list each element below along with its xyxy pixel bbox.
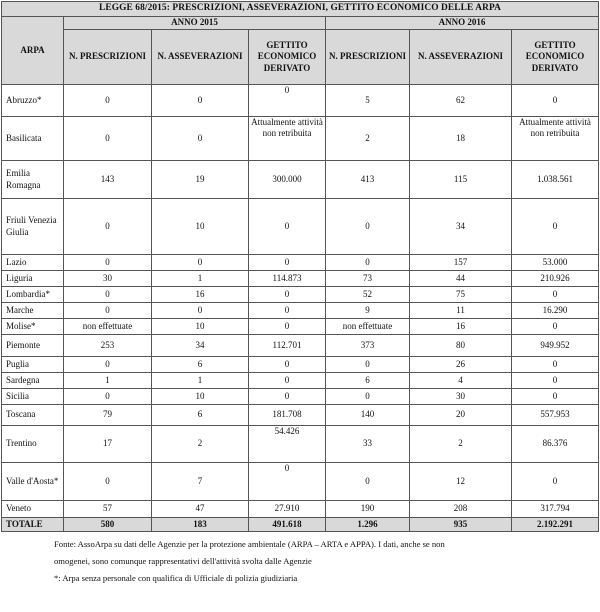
prescrizioni-2016-cell: 0 — [326, 357, 410, 373]
asseverazioni-2015-cell: 0 — [152, 255, 249, 271]
header-prescrizioni-2016: N. PRESCRIZIONI — [326, 30, 410, 85]
asseverazioni-2016-cell: 34 — [410, 199, 512, 255]
table-row — [2, 335, 599, 357]
table-row — [2, 463, 599, 501]
arpa-column-header: ARPA — [2, 17, 64, 85]
asseverazioni-2016-cell: 157 — [410, 255, 512, 271]
gettito-2015-cell: 0 — [249, 319, 326, 335]
table-row — [2, 357, 599, 373]
asseverazioni-2016-cell: 26 — [410, 357, 512, 373]
asterisk-footnote: *: Arpa senza personale con qualifica di Ufficiale di polizia giudiziaria — [54, 573, 298, 583]
table-row — [2, 117, 599, 161]
gettito-2016-cell: 0 — [512, 463, 599, 501]
prescrizioni-2015-cell: 0 — [64, 389, 152, 405]
table-row — [2, 271, 599, 287]
asseverazioni-2016-cell: 2 — [410, 426, 512, 463]
arpa-name-cell: Friuli Venezia Giulia — [2, 199, 64, 255]
gettito-2016-cell: 210.926 — [512, 271, 599, 287]
prescrizioni-2015-cell: 0 — [64, 255, 152, 271]
prescrizioni-2016-cell: 2 — [326, 117, 410, 161]
prescrizioni-2015-cell: 143 — [64, 161, 152, 199]
asseverazioni-2016-cell: 80 — [410, 335, 512, 357]
gettito-2016-cell: 0 — [512, 85, 599, 117]
arpa-data-table — [1, 1, 599, 532]
total-asseverazioni-2016: 935 — [410, 518, 512, 532]
gettito-2015-cell: 0 — [249, 463, 326, 501]
asseverazioni-2015-cell: 16 — [152, 287, 249, 303]
prescrizioni-2016-cell: 5 — [326, 85, 410, 117]
prescrizioni-2016-cell: 6 — [326, 373, 410, 389]
gettito-2015-cell: 0 — [249, 389, 326, 405]
arpa-name-cell: Veneto — [2, 501, 64, 518]
source-note-line2: omogenei, sono comunque rappresentativi dell'attività svolta dalle Agenzie — [54, 556, 312, 566]
asseverazioni-2015-cell: 7 — [152, 463, 249, 501]
prescrizioni-2015-cell: 0 — [64, 287, 152, 303]
table-row — [2, 405, 599, 426]
asseverazioni-2015-cell: 10 — [152, 389, 249, 405]
table-row — [2, 85, 599, 117]
asseverazioni-2015-cell: 34 — [152, 335, 249, 357]
gettito-2016-cell: 949.952 — [512, 335, 599, 357]
gettito-2016-cell: 86.376 — [512, 426, 599, 463]
asseverazioni-2016-cell: 16 — [410, 319, 512, 335]
table-row — [2, 161, 599, 199]
prescrizioni-2016-cell: 73 — [326, 271, 410, 287]
table-row — [2, 501, 599, 518]
prescrizioni-2015-cell: non effettuate — [64, 319, 152, 335]
asseverazioni-2016-cell: 62 — [410, 85, 512, 117]
arpa-name-cell: Sardegna — [2, 373, 64, 389]
prescrizioni-2016-cell: 190 — [326, 501, 410, 518]
asseverazioni-2015-cell: 0 — [152, 85, 249, 117]
gettito-2016-cell: 317.794 — [512, 501, 599, 518]
gettito-2016-cell: 0 — [512, 357, 599, 373]
arpa-name-cell: Piemonte — [2, 335, 64, 357]
source-note-line1: Fonte: AssoArpa su dati delle Agenzie per la protezione ambientale (ARPA – ARTA e APPA). I dati, anche se non — [54, 539, 445, 549]
prescrizioni-2016-cell: 0 — [326, 199, 410, 255]
prescrizioni-2015-cell: 0 — [64, 117, 152, 161]
header-gettito-2016: GETTITO ECONOMICO DERIVATO — [512, 30, 599, 85]
arpa-name-cell: Basilicata — [2, 117, 64, 161]
arpa-name-cell: Valle d'Aosta* — [2, 463, 64, 501]
arpa-name-cell: Toscana — [2, 405, 64, 426]
gettito-2015-cell: 0 — [249, 303, 326, 319]
total-gettito-2015: 491.618 — [249, 518, 326, 532]
prescrizioni-2015-cell: 30 — [64, 271, 152, 287]
arpa-name-cell: Molise* — [2, 319, 64, 335]
total-label: TOTALE — [2, 518, 64, 532]
header-asseverazioni-2016: N. ASSEVERAZIONI — [410, 30, 512, 85]
gettito-2015-cell: 27.910 — [249, 501, 326, 518]
gettito-2016-cell: 0 — [512, 373, 599, 389]
asseverazioni-2016-cell: 20 — [410, 405, 512, 426]
arpa-name-cell: Emilia Romagna — [2, 161, 64, 199]
prescrizioni-2016-cell: 52 — [326, 287, 410, 303]
year-2016-header: ANNO 2016 — [326, 17, 599, 30]
asseverazioni-2016-cell: 75 — [410, 287, 512, 303]
header-prescrizioni-2015: N. PRESCRIZIONI — [64, 30, 152, 85]
arpa-name-cell: Abruzzo* — [2, 85, 64, 117]
gettito-2015-cell: 0 — [249, 357, 326, 373]
table-row — [2, 255, 599, 271]
asseverazioni-2016-cell: 12 — [410, 463, 512, 501]
table-notes — [54, 536, 600, 587]
gettito-2016-cell: 1.038.561 — [512, 161, 599, 199]
prescrizioni-2016-cell: 0 — [326, 463, 410, 501]
prescrizioni-2015-cell: 1 — [64, 373, 152, 389]
gettito-2015-cell: 300.000 — [249, 161, 326, 199]
gettito-2015-cell: 0 — [249, 199, 326, 255]
asseverazioni-2016-cell: 11 — [410, 303, 512, 319]
prescrizioni-2015-cell: 0 — [64, 303, 152, 319]
total-prescrizioni-2015: 580 — [64, 518, 152, 532]
asseverazioni-2016-cell: 115 — [410, 161, 512, 199]
header-gettito-2015: GETTITO ECONOMICO DERIVATO — [249, 30, 326, 85]
prescrizioni-2015-cell: 0 — [64, 357, 152, 373]
table-row — [2, 199, 599, 255]
asseverazioni-2016-cell: 30 — [410, 389, 512, 405]
asseverazioni-2015-cell: 1 — [152, 373, 249, 389]
prescrizioni-2016-cell: 33 — [326, 426, 410, 463]
asseverazioni-2015-cell: 0 — [152, 117, 249, 161]
arpa-name-cell: Sicilia — [2, 389, 64, 405]
prescrizioni-2016-cell: 0 — [326, 255, 410, 271]
asseverazioni-2015-cell: 6 — [152, 405, 249, 426]
header-asseverazioni-2015: N. ASSEVERAZIONI — [152, 30, 249, 85]
asseverazioni-2015-cell: 2 — [152, 426, 249, 463]
table-row — [2, 319, 599, 335]
gettito-2016-cell: 16.290 — [512, 303, 599, 319]
arpa-name-cell: Lazio — [2, 255, 64, 271]
asseverazioni-2015-cell: 10 — [152, 199, 249, 255]
total-gettito-2016: 2.192.291 — [512, 518, 599, 532]
arpa-name-cell: Puglia — [2, 357, 64, 373]
prescrizioni-2015-cell: 0 — [64, 463, 152, 501]
prescrizioni-2015-cell: 0 — [64, 199, 152, 255]
prescrizioni-2016-cell: 373 — [326, 335, 410, 357]
table-row — [2, 303, 599, 319]
prescrizioni-2016-cell: 140 — [326, 405, 410, 426]
total-prescrizioni-2016: 1.296 — [326, 518, 410, 532]
gettito-2015-cell: 0 — [249, 85, 326, 117]
prescrizioni-2015-cell: 253 — [64, 335, 152, 357]
gettito-2016-cell: Attualmente attività non retribuita — [512, 117, 599, 161]
arpa-name-cell: Lombardia* — [2, 287, 64, 303]
table-row — [2, 373, 599, 389]
gettito-2015-cell: 114.873 — [249, 271, 326, 287]
gettito-2016-cell: 0 — [512, 199, 599, 255]
asseverazioni-2016-cell: 208 — [410, 501, 512, 518]
asseverazioni-2015-cell: 47 — [152, 501, 249, 518]
gettito-2015-cell: 0 — [249, 287, 326, 303]
arpa-name-cell: Liguria — [2, 271, 64, 287]
total-row — [2, 518, 599, 532]
gettito-2015-cell: 181.708 — [249, 405, 326, 426]
gettito-2016-cell: 53.000 — [512, 255, 599, 271]
gettito-2015-cell: 0 — [249, 255, 326, 271]
asseverazioni-2015-cell: 0 — [152, 303, 249, 319]
prescrizioni-2015-cell: 17 — [64, 426, 152, 463]
total-asseverazioni-2015: 183 — [152, 518, 249, 532]
gettito-2015-cell: 54.426 — [249, 426, 326, 463]
asseverazioni-2015-cell: 10 — [152, 319, 249, 335]
prescrizioni-2015-cell: 57 — [64, 501, 152, 518]
prescrizioni-2016-cell: 413 — [326, 161, 410, 199]
arpa-name-cell: Marche — [2, 303, 64, 319]
table-row — [2, 287, 599, 303]
prescrizioni-2016-cell: 9 — [326, 303, 410, 319]
asseverazioni-2015-cell: 1 — [152, 271, 249, 287]
prescrizioni-2015-cell: 79 — [64, 405, 152, 426]
gettito-2015-cell: 112.701 — [249, 335, 326, 357]
gettito-2016-cell: 0 — [512, 389, 599, 405]
year-2015-header: ANNO 2015 — [64, 17, 326, 30]
arpa-name-cell: Trentino — [2, 426, 64, 463]
gettito-2016-cell: 0 — [512, 287, 599, 303]
asseverazioni-2016-cell: 44 — [410, 271, 512, 287]
prescrizioni-2015-cell: 0 — [64, 85, 152, 117]
gettito-2016-cell: 557.953 — [512, 405, 599, 426]
table-row — [2, 389, 599, 405]
prescrizioni-2016-cell: 0 — [326, 389, 410, 405]
asseverazioni-2016-cell: 18 — [410, 117, 512, 161]
asseverazioni-2015-cell: 6 — [152, 357, 249, 373]
gettito-2016-cell: 0 — [512, 319, 599, 335]
asseverazioni-2016-cell: 4 — [410, 373, 512, 389]
prescrizioni-2016-cell: non effettuate — [326, 319, 410, 335]
asseverazioni-2015-cell: 19 — [152, 161, 249, 199]
gettito-2015-cell: 0 — [249, 373, 326, 389]
table-title: LEGGE 68/2015: PRESCRIZIONI, ASSEVERAZIONI, GETTITO ECONOMICO DELLE ARPA — [2, 2, 599, 17]
table-row — [2, 426, 599, 463]
gettito-2015-cell: Attualmente attività non retribuita — [249, 117, 326, 161]
